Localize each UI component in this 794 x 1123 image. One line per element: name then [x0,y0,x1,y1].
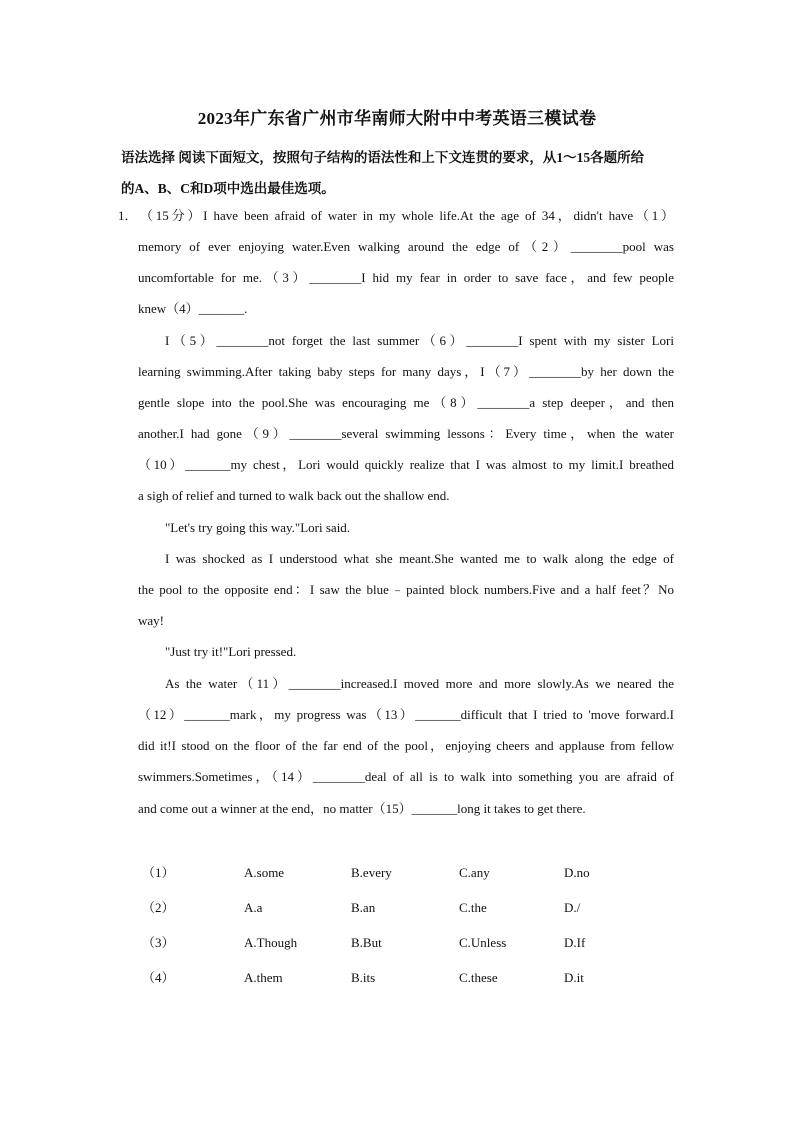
passage-line: the pool to the opposite end：I saw the blue﹣painted block numbers.Five and a half feet？No [138,582,674,597]
option-a[interactable]: A.a [244,900,263,915]
passage-line: uncomfortable for me.（3）________I hid my fear in order to save face，and few people [138,270,674,285]
option-number: （2） [142,900,175,915]
option-c[interactable]: C.these [459,970,498,985]
instruction-line: 的A、B、C和D项中选出最佳选项。 [121,181,335,196]
option-number: （1） [142,865,175,880]
option-a[interactable]: A.Though [244,935,298,950]
option-c[interactable]: C.the [459,900,487,915]
passage-line: （10）_______my chest，Lori would quickly realize that I was almost to my limit.I breathed [138,457,674,472]
passage-line: （12）_______mark，my progress was（13）_______difficult that I tried to 'move forward.I [138,707,674,722]
option-b[interactable]: B.every [351,865,392,880]
option-b[interactable]: B.But [351,935,382,950]
option-d[interactable]: D.If [564,935,586,950]
option-d[interactable]: D.no [564,865,590,880]
option-a[interactable]: A.them [244,970,283,985]
option-b[interactable]: B.an [351,900,376,915]
passage-line: "Just try it!"Lori pressed. [165,644,297,659]
option-a[interactable]: A.some [244,865,285,880]
passage-line: memory of ever enjoying water.Even walking around the edge of（2）________pool was [138,239,674,254]
passage-line: another.I had gone（9）________several swimming lessons：Every time，when the water [138,426,674,441]
passage-line: I was shocked as I understood what she meant.She wanted me to walk along the edge of [165,551,674,566]
option-c[interactable]: C.Unless [459,935,507,950]
page-title: 2023年广东省广州市华南师大附中中考英语三模试卷 [197,109,597,128]
option-c[interactable]: C.any [459,865,490,880]
passage-line: way! [138,613,164,628]
passage-line: a sigh of relief and turned to walk back out the shallow end. [138,488,450,503]
option-b[interactable]: B.its [351,970,376,985]
passage-line: swimmers.Sometimes，（14）________deal of all is to walk into something you are afraid of [138,769,674,784]
passage-line: did it!I stood on the floor of the far end of the pool，enjoying cheers and applause from fellow [138,738,674,753]
option-number: （4） [142,970,175,985]
option-d[interactable]: D.it [564,970,584,985]
passage-line: gentle slope into the pool.She was encouraging me（8）________a step deeper，and then [138,395,674,410]
passage-line: and come out a winner at the end，no matter（15）_______long it takes to get there. [138,801,586,816]
passage-line: knew（4）_______. [138,301,248,316]
passage-line: learning swimming.After taking baby steps for many days，I（7）________by her down the [138,364,674,379]
passage-line: I（5）________not forget the last summer（6）________I spent with my sister Lori [165,333,674,348]
option-number: （3） [142,935,175,950]
passage-line: （15分）I have been afraid of water in my whole life.At the age of 34，didn't have（1） [140,208,674,223]
passage-line: "Let's try going this way."Lori said. [165,520,351,535]
question-number: 1． [118,208,138,223]
option-d[interactable]: D./ [564,900,581,915]
instruction-line: 语法选择 阅读下面短文，按照句子结构的语法性和上下文连贯的要求，从1～15各题所给 [121,150,645,165]
passage-line: As the water（11）________increased.I moved more and more slowly.As we neared the [165,676,674,691]
